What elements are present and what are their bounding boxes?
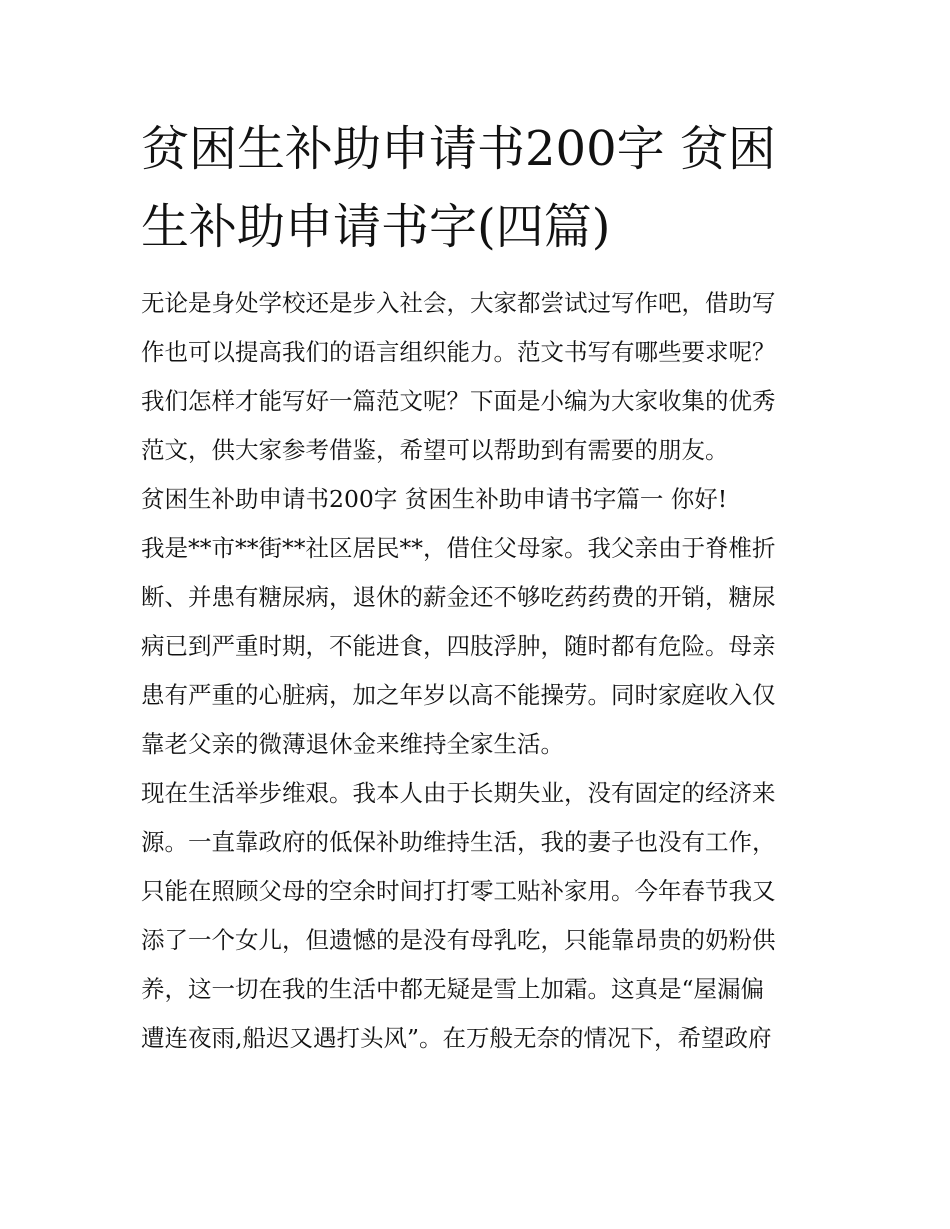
paragraph-line: 现在生活举步维艰。我本人由于长期失业，没有固定的经济来 [141,779,776,807]
paragraph-line: 无论是身处学校还是步入社会，大家都尝试过写作吧，借助写 [141,289,776,317]
intro-paragraph [141,279,813,475]
paragraph-line: 添了一个女儿，但遗憾的是没有母乳吃，只能靠昂贵的奶粉供 [141,926,776,954]
paragraph-line: 作也可以提高我们的语言组织能力。范文书写有哪些要求呢？ [141,338,776,366]
paragraph-line: 贫困生补助申请书200字 贫困生补助申请书字篇一 你好! [141,485,728,513]
section-heading-paragraph [141,475,813,524]
title-line: 生补助申请书字(四篇) [141,199,611,255]
body-paragraph-hardship [141,769,813,1063]
paragraph-line: 养，这一切在我的生活中都无疑是雪上加霜。这真是“屋漏偏 [141,975,765,1003]
paragraph-line: 病已到严重时期，不能进食，四肢浮肿，随时都有危险。母亲 [141,632,776,660]
title-line: 贫困生补助申请书200字 贫困 [141,121,776,177]
paragraph-line: 只能在照顾父母的空余时间打打零工贴补家用。今年春节我又 [141,877,776,905]
paragraph-line: 我们怎样才能写好一篇范文呢？下面是小编为大家收集的优秀 [141,387,776,415]
paragraph-line: 患有严重的心脏病，加之年岁以高不能操劳。同时家庭收入仅 [141,681,776,709]
paragraph-line: 我是**市**街**社区居民**，借住父母家。我父亲由于脊椎折 [141,534,776,562]
paragraph-line: 靠老父亲的微薄退休金来维持全家生活。 [141,730,564,758]
paragraph-line: 范文，供大家参考借鉴，希望可以帮助到有需要的朋友。 [141,436,729,464]
document-title [141,110,813,266]
document-body [141,110,813,1063]
paragraph-line: 遭连夜雨,船迟又遇打头风”。在万般无奈的情况下，希望政府 [141,1024,772,1052]
paragraph-line: 断、并患有糖尿病，退休的薪金还不够吃药药费的开销，糖尿 [141,583,776,611]
paragraph-line: 源。一直靠政府的低保补助维持生活，我的妻子也没有工作， [141,828,776,856]
body-paragraph-family [141,524,813,769]
